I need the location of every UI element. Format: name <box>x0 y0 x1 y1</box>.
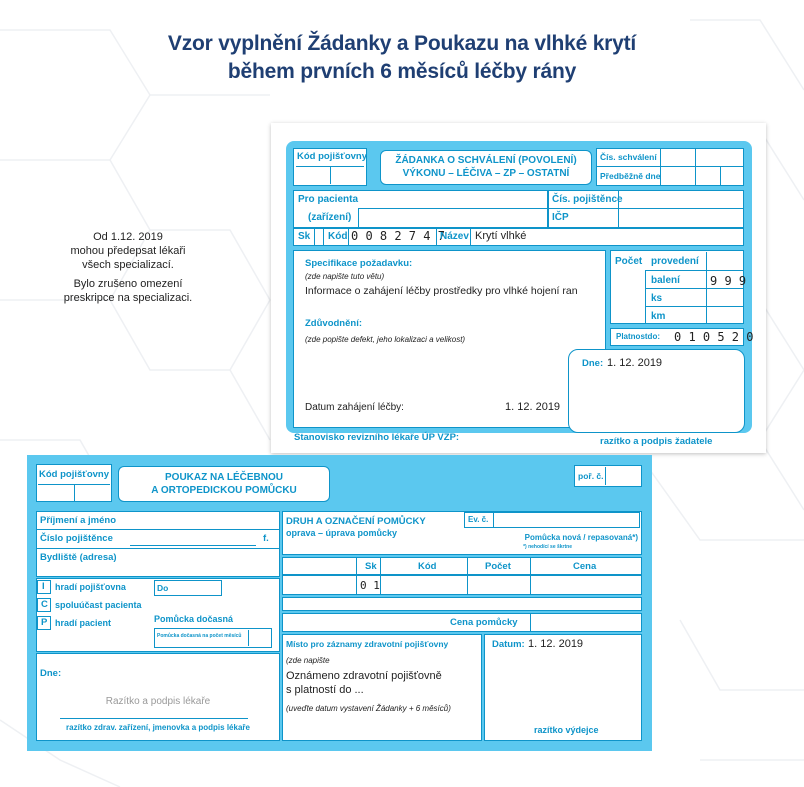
divider <box>380 557 381 595</box>
divider <box>618 190 619 228</box>
poukaz-cislo-pojistence-label: Číslo pojištěnce <box>40 533 113 544</box>
zadanka-dne-value[interactable]: 1. 12. 2019 <box>607 357 663 369</box>
poukaz-ev-c-field[interactable] <box>464 512 640 528</box>
poukaz-table-row[interactable] <box>282 575 642 595</box>
zadanka-specifikace-value[interactable]: Informace o zahájení léčby prostředky pro vlhké hojení ran <box>305 285 578 297</box>
poukaz-bydliste-label: Bydliště (adresa) <box>40 552 117 563</box>
poukaz-i-letter: I <box>42 581 45 592</box>
divider <box>645 270 646 323</box>
side-note-line1: Od 1.12. 2019 <box>93 231 163 243</box>
divider <box>348 228 349 246</box>
poukaz-kod-col: Kód <box>418 561 437 572</box>
poukaz-datum-value[interactable]: 1. 12. 2019 <box>528 638 584 650</box>
poukaz-prijmeni-label: Příjmení a jméno <box>40 515 117 526</box>
divider <box>323 228 324 246</box>
poukaz-sk-value[interactable]: 0 1 <box>360 579 380 592</box>
divider <box>74 484 75 501</box>
poukaz-title-line2: A ORTOPEDICKOU POMŮCKU <box>151 485 297 496</box>
zadanka-zduvodneni-hint: (zde popište defekt, jeho lokalizaci a velikost) <box>305 335 466 344</box>
poukaz-pomucka-docasna-small: Pomůcka dočasná na počet měsíců <box>157 633 242 639</box>
zadanka-sk-label: Sk <box>298 231 311 242</box>
poukaz-do-label: Do <box>157 583 169 593</box>
side-note-line2: mohou předepsat lékaři <box>70 245 186 257</box>
divider <box>645 270 743 271</box>
zadanka-razitko-label: razítko a podpis žadatele <box>600 436 713 447</box>
poukaz-razitko-zarizeni-label: razítko zdrav. zařízení, jmenovka a podpis lékaře <box>66 723 250 732</box>
divider <box>706 252 707 323</box>
divider <box>330 166 331 184</box>
zadanka-stanovisko-label: Stanovisko revizního lékaře ÚP VZP: <box>294 432 460 443</box>
divider <box>493 512 494 528</box>
divider <box>660 148 661 185</box>
zadanka-title-line1: ŽÁDANKA O SCHVÁLENÍ (POVOLENÍ) <box>395 155 577 166</box>
page-title-line2: během prvních 6 měsíců léčby rány <box>227 60 577 83</box>
poukaz-zde-napiste: (zde napište <box>286 656 330 665</box>
divider <box>695 148 696 185</box>
zadanka-platnost-value[interactable]: 0 1 0 5 2 0 <box>674 330 754 344</box>
zadanka-baleni-value[interactable]: 9 9 9 <box>710 274 747 288</box>
zadanka-baleni-label: balení <box>651 275 680 286</box>
side-note-line5: preskripce na specializaci. <box>63 292 193 304</box>
poukaz-oznameno-line1[interactable]: Oznámeno zdravotní pojišťovně <box>286 670 442 682</box>
zadanka-pro-pacienta-label: Pro pacienta <box>298 194 359 205</box>
side-note <box>38 230 218 305</box>
zadanka-cis-schvaleni-label: Čís. schválení <box>600 152 657 162</box>
zadanka-ks-label: ks <box>651 293 663 304</box>
zadanka-kod-value[interactable]: 0 0 8 2 7 4 7 <box>351 229 445 243</box>
divider <box>597 166 743 167</box>
poukaz-datum-label: Datum: <box>492 639 525 650</box>
zadanka-nazev-label: Název <box>440 231 469 242</box>
poukaz-uvedte-hint: (uveďte datum vystavení Žádanky + 6 měsíců) <box>286 704 451 713</box>
zadanka-platnost-label: Platnostdo: <box>616 332 660 341</box>
divider <box>645 306 743 307</box>
poukaz-razitko-lekare-placeholder: Razítko a podpis lékaře <box>105 696 211 707</box>
poukaz-kod-pojistovny-label: Kód pojišťovny <box>39 469 109 480</box>
zadanka-zarizeni-label: (zařízení) <box>308 212 352 223</box>
divider <box>530 613 531 632</box>
page-title-line1: Vzor vyplnění Žádanky a Poukazu na vlhké krytí <box>167 32 637 55</box>
divider <box>605 467 606 485</box>
zadanka-dne-label: Dne: <box>582 358 604 369</box>
zadanka-cis-pojistence-label: Čís. pojištěnce <box>552 194 623 205</box>
poukaz-ev-c-label: Ev. č. <box>468 515 489 524</box>
divider <box>530 557 531 595</box>
zadanka-predbezne-dne-label: Předběžně dne <box>600 171 661 181</box>
poukaz-oznameno-line2[interactable]: s platností do ... <box>286 684 364 696</box>
zadanka-pocet-label: Počet <box>615 256 643 267</box>
poukaz-druh-label: DRUH A OZNAČENÍ POMŮCKY <box>286 516 426 527</box>
divider <box>314 228 315 246</box>
poukaz-title-line1: POUKAZ NA LÉČEBNOU <box>165 472 283 483</box>
poukaz-empty-row[interactable] <box>282 597 642 611</box>
divider <box>37 529 279 530</box>
poukaz-f-label: f. <box>263 533 269 544</box>
poukaz-cena-pomucky-label: Cena pomůcky <box>450 617 518 628</box>
poukaz-misto-label: Místo pro záznamy zdravotní pojišťovny <box>286 639 449 649</box>
divider <box>436 228 437 246</box>
divider <box>358 208 548 209</box>
zadanka-km-label: km <box>651 311 666 322</box>
zadanka-nazev-value[interactable]: Krytí vlhké <box>475 230 527 242</box>
poukaz-razitko-vydejce-label: razítko výdejce <box>534 725 599 735</box>
poukaz-cena-col: Cena <box>573 561 597 572</box>
divider <box>248 630 249 646</box>
divider <box>470 228 471 246</box>
zadanka-kod-pojistovny-label: Kód pojišťovny <box>297 151 367 162</box>
zadanka-icp-label: IČP <box>552 212 569 223</box>
poukaz-hradi-pojistovna-label: hradí pojišťovna <box>55 582 126 592</box>
zadanka-datum-label: Datum zahájení léčby: <box>305 402 404 413</box>
poukaz-pomucka-docasna-label: Pomůcka dočasná <box>154 614 234 624</box>
poukaz-spoluucast-label: spoluúčast pacienta <box>55 600 142 610</box>
zadanka-kod-label: Kód <box>328 231 348 242</box>
divider <box>37 548 279 549</box>
divider <box>467 557 468 595</box>
divider <box>130 545 256 546</box>
side-note-line3: všech specializací. <box>82 259 174 271</box>
poukaz-dne-label: Dne: <box>40 668 62 679</box>
zadanka-zduvodneni-label: Zdůvodnění: <box>305 318 362 329</box>
poukaz-hradi-pacient-label: hradí pacient <box>55 618 112 628</box>
divider <box>548 208 744 209</box>
divider <box>60 718 248 719</box>
zadanka-specifikace-hint: (zde napište tuto větu) <box>305 272 385 281</box>
divider <box>358 208 359 227</box>
zadanka-specifikace-label: Specifikace požadavku: <box>305 258 413 269</box>
poukaz-nehodici-label: *) nehodící se škrtne <box>523 544 572 550</box>
divider <box>720 166 721 185</box>
divider <box>645 288 743 289</box>
zadanka-datum-value[interactable]: 1. 12. 2019 <box>505 401 561 413</box>
divider <box>356 557 357 595</box>
poukaz-pomucka-nova-label: Pomůcka nová / repasovaná*) <box>524 533 638 542</box>
side-note-line4: Bylo zrušeno omezení <box>73 278 183 290</box>
poukaz-c-letter: C <box>41 599 48 610</box>
poukaz-pocet-col: Počet <box>485 561 511 572</box>
poukaz-por-c-label: poř. č. <box>578 471 604 481</box>
poukaz-p-letter: P <box>41 617 48 628</box>
poukaz-oprava-label: oprava – úprava pomůcky <box>286 528 398 538</box>
zadanka-provedeni-label: provedení <box>651 256 699 267</box>
poukaz-sk-col: Sk <box>365 561 377 572</box>
zadanka-title-line2: VÝKONU – LÉČIVA – ZP – OSTATNÍ <box>402 168 570 179</box>
